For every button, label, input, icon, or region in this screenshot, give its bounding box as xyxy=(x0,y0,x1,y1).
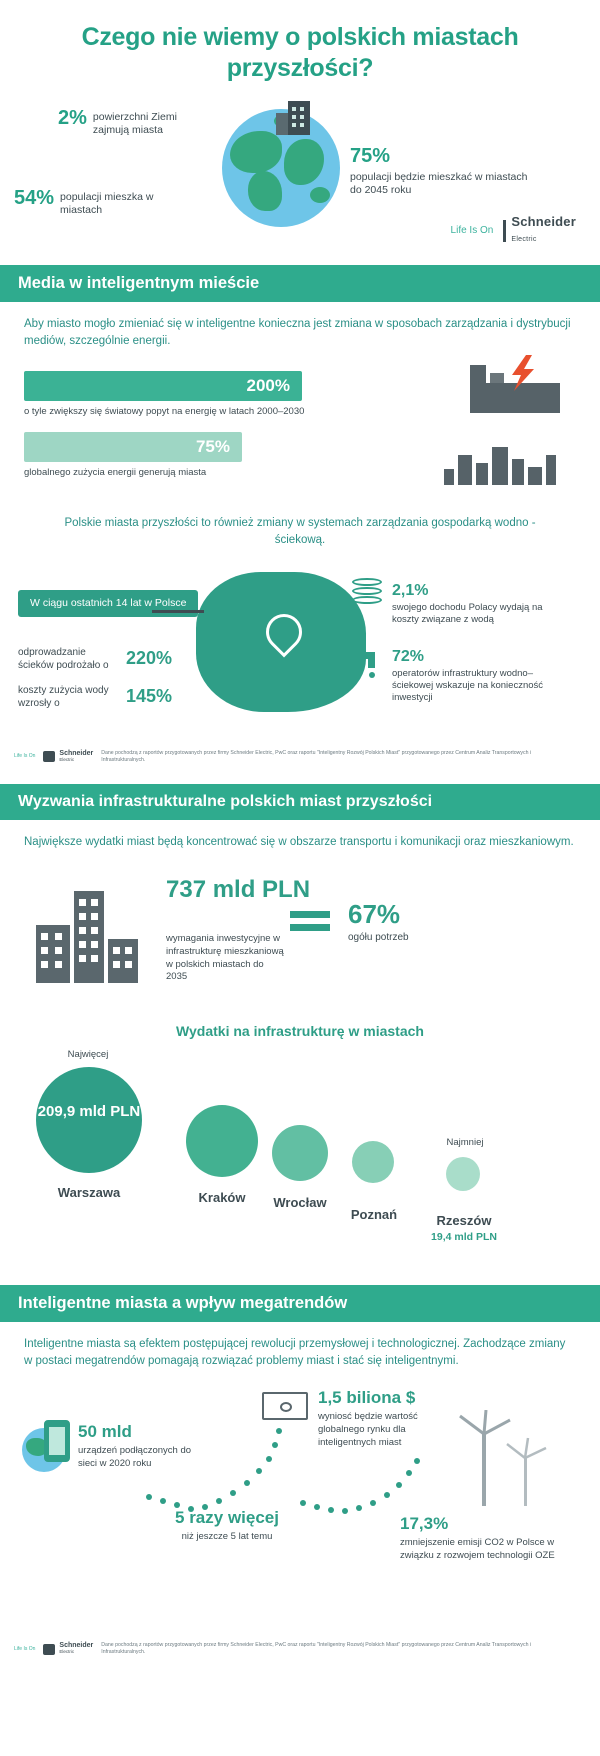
stat-54-percent xyxy=(14,187,160,217)
bar-200-value: 200% xyxy=(246,375,290,395)
schneider-brand xyxy=(503,215,576,246)
bubble-rzeszow xyxy=(446,1157,480,1191)
infra-percent-label: ogółu potrzeb xyxy=(348,931,409,943)
life-is-on-tagline: Life Is On xyxy=(450,225,494,236)
stat-5-razy-value: 5 razy więcej xyxy=(175,1508,279,1528)
bar-75-value: 75% xyxy=(195,436,230,456)
stat-water-cost-label: koszty zużycia wody wzrosły o xyxy=(18,684,109,709)
bubble-wroclaw xyxy=(272,1125,328,1181)
poland-water-section xyxy=(0,562,600,742)
schneider-bar-icon-mini-2 xyxy=(43,1644,55,1655)
period-pill: W ciągu ostatnich 14 lat w Polsce xyxy=(18,590,198,618)
bubble-poznan xyxy=(352,1141,394,1183)
schneider-logo-mini xyxy=(43,750,93,764)
stat-operators-label: operatorów infrastruktury wodno–ściekowej wskazuje na konieczność inwestycji xyxy=(392,667,544,704)
schneider-logo-mini-2 xyxy=(43,1642,93,1656)
stat-173-percent-value: 17,3% xyxy=(400,1514,449,1534)
banknote-icon xyxy=(262,1392,308,1420)
bar-75-caption: globalnego zużycia energii generują miasta xyxy=(24,466,207,478)
stat-54-label: populacji mieszka w miastach xyxy=(60,191,154,217)
equals-icon xyxy=(290,911,330,937)
stat-50-mld xyxy=(78,1422,198,1470)
stat-income-water-value: 2,1% xyxy=(392,581,429,599)
stat-2-percent xyxy=(58,107,193,137)
bar-200-caption: o tyle zwiększy się światowy popyt na energię w latach 2000–2030 xyxy=(24,405,305,417)
wind-turbine-icon xyxy=(452,1410,562,1510)
schneider-logo xyxy=(451,215,576,246)
city-bubbles-chart xyxy=(0,1045,600,1275)
stat-sewage-value: 220% xyxy=(126,648,173,669)
tap-icon xyxy=(348,646,388,680)
stat-income-water-label: swojego dochodu Polacy wydają na koszty związane z wodą xyxy=(392,601,543,626)
credit-text-media: Dane pochodzą z raportów przygotowanych przez firmy Schneider Electric, PwC oraz raportu "Inteligentny Rozwój Polskich Miast" przygotowanego przez Centrum Analiz Transportowych i Infrastrukturalnych. xyxy=(101,749,532,763)
lightning-bolt-icon xyxy=(508,355,542,391)
page-title: Czego nie wiemy o polskich miastach przyszłości? xyxy=(81,23,519,82)
smartphone-icon xyxy=(44,1420,70,1462)
title-block xyxy=(0,0,600,89)
life-is-on-mini: Life Is On xyxy=(14,753,36,760)
infra-percent-block xyxy=(348,899,409,943)
city-skyline-icon xyxy=(444,441,564,485)
stat-water-cost xyxy=(18,684,172,710)
buildings-icon xyxy=(36,883,146,983)
bubble-krakow-label: Kraków xyxy=(198,1189,246,1205)
schneider-bar-icon xyxy=(503,220,506,242)
stat-75-percent xyxy=(350,145,530,197)
stat-75-value: 75% xyxy=(350,145,391,167)
stat-50-mld-value: 50 mld xyxy=(78,1422,132,1442)
band-mega: Inteligentne miasta a wpływ megatrendów xyxy=(0,1285,600,1322)
skyscraper-icon xyxy=(288,101,310,135)
infra-big-number: 737 mld PLN xyxy=(166,875,311,903)
coins-icon xyxy=(352,578,386,608)
schneider-name-mini-2: Schneider xyxy=(59,1642,94,1650)
stat-54-value: 54% xyxy=(14,187,55,209)
bubble-krakow xyxy=(186,1105,258,1177)
stat-income-water xyxy=(392,582,552,627)
schneider-name: Schneider xyxy=(511,214,576,229)
bubble-poznan-label: Poznań xyxy=(350,1206,398,1222)
stat-15-biliona xyxy=(318,1388,448,1449)
stat-water-cost-value: 145% xyxy=(126,686,173,707)
factory-icon xyxy=(470,357,560,417)
intro-media: Aby miasto mogło zmieniać się w inteligentne konieczna jest zmiana w sposobach zarządzania i dystrybucji mediów, szczególnie energii. xyxy=(24,318,571,348)
water-intro-note: Polskie miasta przyszłości to również zmiany w systemach zarządzania gospodarką wodno - ściekową. xyxy=(64,517,536,547)
credit-mega xyxy=(0,1634,600,1666)
credit-media xyxy=(0,742,600,774)
infra-section xyxy=(0,871,600,1021)
bubble-wroclaw-label: Wrocław xyxy=(273,1194,327,1210)
stat-sewage-label: odprowadzanie ścieków podrożało o xyxy=(18,646,109,671)
intro-infra: Największe wydatki miast będą koncentrować się w obszarze transportu i komunikacji oraz mieszkaniowym. xyxy=(24,835,574,848)
band-infra: Wyzwania infrastrukturalne polskich miast przyszłości xyxy=(0,784,600,820)
hero-section xyxy=(0,95,600,255)
bubble-warszawa-value: 209,9 mld PLN xyxy=(37,1102,141,1120)
pill-connector-line xyxy=(152,610,204,613)
credit-text-mega: Dane pochodzą z raportów przygotowanych przez firmy Schneider Electric, PwC oraz raportu "Inteligentny Rozwój Polskich Miast" przygotowanego przez Centrum Analiz Transportowych i Infrastrukturalnych. xyxy=(101,1642,532,1656)
intro-mega: Inteligentne miasta są efektem postępującej rewolucji przemysłowej i technologicznej. Zachodzące zmiany w postaci megatrendów pomagają rozwiązać problemy miast i stać się inteligentnymi. xyxy=(24,1337,566,1368)
stat-operators-value: 72% xyxy=(392,647,425,665)
stat-173-percent xyxy=(400,1514,580,1562)
bar-200-percent xyxy=(24,371,302,401)
bubble-warszawa-label: Warszawa xyxy=(57,1184,121,1200)
stat-50-mld-label: urządzeń podłączonych do sieci w 2020 roku xyxy=(78,1445,192,1469)
label-most: Najwięcej xyxy=(67,1048,109,1060)
stat-5-razy-label: niż jeszcze 5 lat temu xyxy=(181,1531,273,1543)
bar-75-percent xyxy=(24,432,242,462)
schneider-bar-icon-mini xyxy=(43,751,55,762)
energy-bars xyxy=(0,355,600,480)
stat-5-razy xyxy=(172,1508,282,1543)
stat-15-biliona-value: 1,5 biliona $ xyxy=(318,1388,416,1408)
schneider-name-mini: Schneider xyxy=(59,749,94,757)
stat-173-percent-label: zmniejszenie emisji CO2 w Polsce w związku z rozwojem technologii OZE xyxy=(400,1537,555,1561)
stat-operators xyxy=(392,648,562,705)
stat-15-biliona-label: wyniosć będzie wartość globalnego rynku dla inteligentnych miast xyxy=(318,1411,418,1448)
stat-75-label: populacji będzie mieszkać w miastach do 2045 roku xyxy=(350,171,528,197)
bubble-rzeszow-value: 19,4 mld PLN xyxy=(431,1230,497,1243)
infra-percent-value: 67% xyxy=(348,898,401,929)
label-least: Najmniej xyxy=(446,1136,484,1148)
stat-sewage xyxy=(18,646,172,672)
stat-2-value: 2% xyxy=(58,107,87,129)
stat-2-label: powierzchni Ziemi zajmują miasta xyxy=(92,111,177,137)
schneider-sub: Electric xyxy=(511,236,537,243)
bubble-rzeszow-label: Rzeszów xyxy=(436,1212,492,1228)
schneider-sub-mini-2: Electric xyxy=(59,1649,75,1655)
bubbles-subtitle: Wydatki na infrastrukturę w miastach xyxy=(176,1022,424,1039)
mega-section xyxy=(0,1374,600,1634)
life-is-on-mini-2: Life Is On xyxy=(14,1646,36,1653)
schneider-sub-mini: Electric xyxy=(59,756,75,762)
infra-big-caption: wymagania inwestycyjne w infrastrukturę mieszkaniową w polskich miastach do 2035 xyxy=(166,932,284,983)
band-media: Media w inteligentnym mieście xyxy=(0,265,600,302)
globe-illustration xyxy=(216,101,346,231)
